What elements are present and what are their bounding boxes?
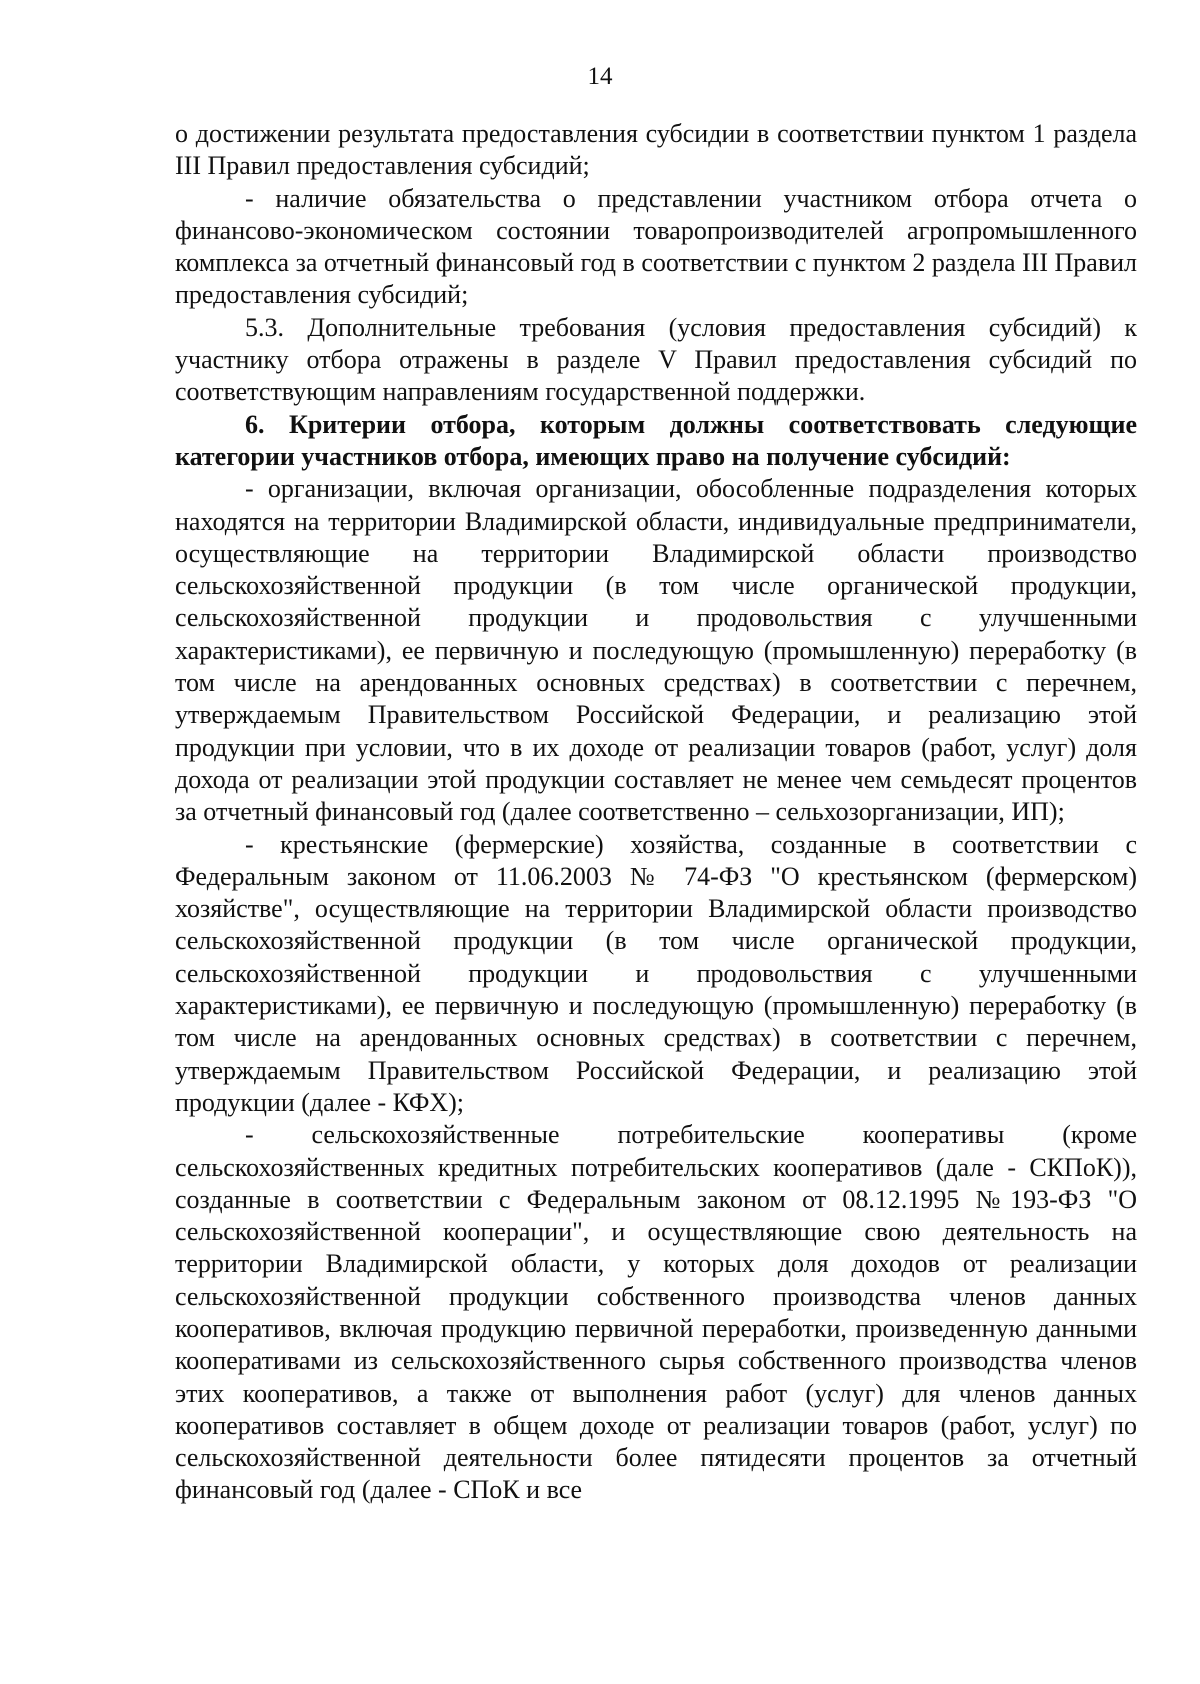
- paragraph-5-3: 5.3. Дополнительные требования (условия предоставления субсидий) к участнику отбора отражены в разделе V Правил предоставления субсидий по соответствующим направлениям государственной поддержки.: [175, 312, 1137, 407]
- paragraph-farms: - крестьянские (фермерские) хозяйства, созданные в соответствии с Федеральным законом от 11.06.2003 № 74-ФЗ "О крестьянском (фермерском) хозяйстве", осуществляющие на территории Владимирской области производство сельскохозяйственной продукции (в том числе органической продукции, сельскохозяйственной продукции и продовольствия с улучшенными характеристиками), ее первичную и последующую (промышленную) переработку (в том числе на арендованных основных средствах) в соответствии с перечнем, утверждаемым Правительством Российской Федерации, и реализацию этой продукции (далее - КФХ);: [175, 829, 1137, 1117]
- paragraph-cooperatives: - сельскохозяйственные потребительские кооперативы (кроме сельскохозяйственных кредитных потребительских кооперативов (дале - СКПоК)), созданные в соответствии с Федеральным законом от 08.12.1995 №193-ФЗ "О сельскохозяйственной кооперации", и осуществляющие свою деятельность на территории Владимирской области, у которых доля доходов от реализации сельскохозяйственной продукции собственного производства членов данных кооперативов, включая продукцию первичной переработки, произведенную данными кооперативами из сельскохозяйственного сырья собственного производства членов этих кооперативов, а также от выполнения работ (услуг) для членов данных кооперативов составляет в общем доходе от реализации товаров (работ, услуг) по сельскохозяйственной деятельности более пятидесяти процентов за отчетный финансовый год (далее - СПоК и все: [175, 1120, 1137, 1505]
- page-number: 14: [587, 63, 613, 90]
- paragraph-organizations: - организации, включая организации, обособленные подразделения которых находятся на территории Владимирской области, индивидуальные предприниматели, осуществляющие на территории Владимирской области производство сельскохозяйственной продукции (в том числе органической продукции, сельскохозяйственной продукции и продовольствия с улучшенными характеристиками), ее первичную и последующую (промышленную) переработку (в том числе на арендованных основных средствах) в соответствии с перечнем, утверждаемым Правительством Российской Федерации, и реализацию этой продукции при условии, что в их доходе от реализации товаров (работ, услуг) доля дохода от реализации этой продукции составляет не менее чем семьдесят процентов за отчетный финансовый год (далее соответственно – сельхозорганизации, ИП);: [175, 474, 1137, 827]
- section-heading-6: 6. Критерии отбора, которым должны соответствовать следующие категории участников отбора, имеющих право на получение субсидий:: [175, 409, 1137, 471]
- paragraph-continuation: о достижении результата предоставления субсидии в соответствии пунктом 1 раздела III Правил предоставления субсидий;: [175, 119, 1137, 181]
- document-body: [175, 118, 1137, 1507]
- paragraph-obligation-report: - наличие обязательства о представлении участником отбора отчета о финансово-экономическом состоянии товаропроизводителей агропромышленного комплекса за отчетный финансовый год в соответствии с пунктом 2 раздела III Правил предоставления субсидий;: [175, 183, 1137, 310]
